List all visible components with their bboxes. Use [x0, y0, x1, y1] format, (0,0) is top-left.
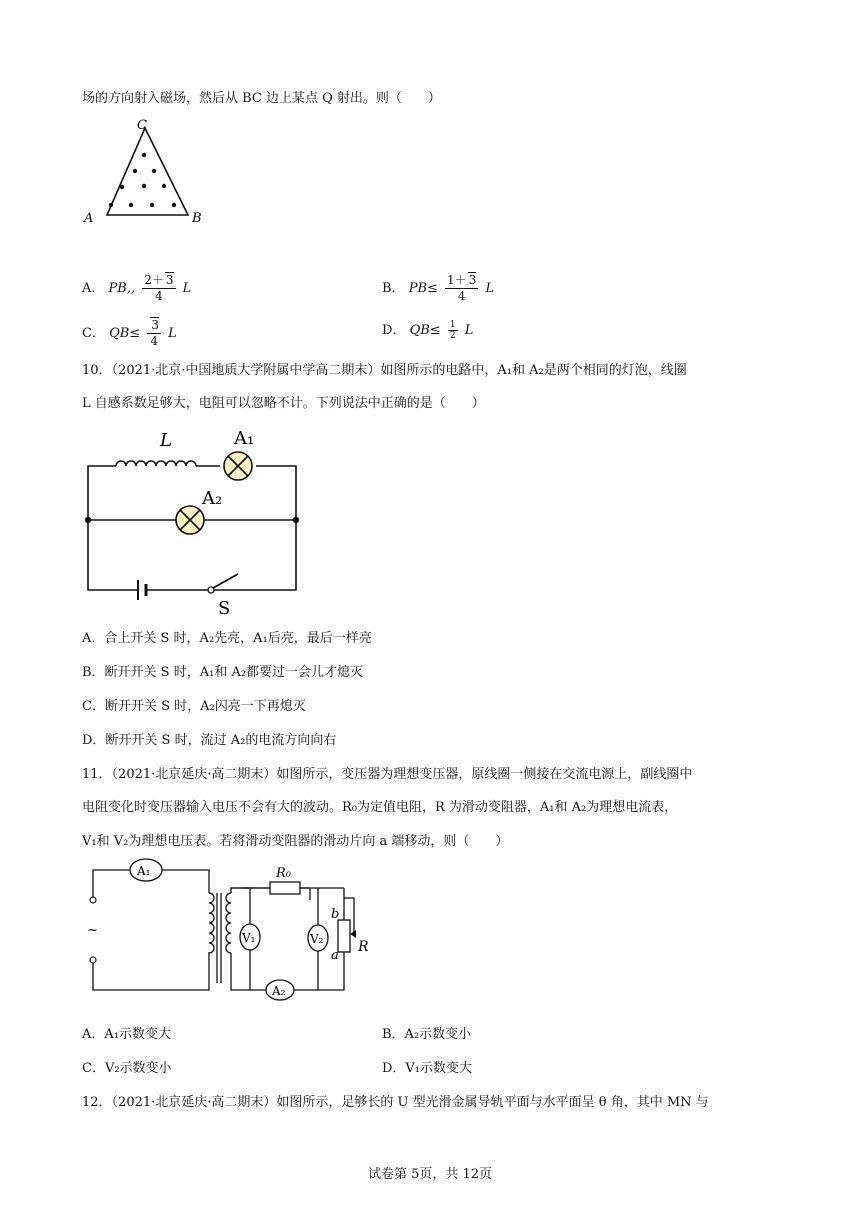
q9-option-a[interactable]: A． PB,, $\frac{2+ 3}{4}$ L — [82, 273, 192, 303]
q11-line-1: 11．（2021·北京延庆·高二期末）如图所示，变压器为理想变压器，原线圈一侧接在交流电源上，副线圈中 — [82, 767, 693, 782]
q10-line-2: L 自感系数足够大，电阻可以忽略不计。下列说法中正确的是（ ） — [82, 396, 485, 411]
q9-triangle-figure — [78, 114, 218, 229]
vertex-c-label: C — [137, 118, 147, 133]
page-footer: 试卷第 5页，共 12页 — [367, 1167, 493, 1182]
q10-line-1: 10．（2021·北京·中国地质大学附属中学高二期末）如图所示的电路中，A₁和 A₂是两个相同的灯泡，线圈 — [82, 363, 687, 378]
terminal-a-label: a — [331, 948, 339, 963]
q10-option-a[interactable]: A．合上开关 S 时，A₂先亮，A₁后亮，最后一样亮 — [82, 631, 372, 646]
q9-option-d[interactable]: D． QB≤ $\frac{1}{2}$ L — [382, 320, 474, 341]
q9-stem-tail: 场的方向射入磁场，然后从 BC 边上某点 Q 射出。则（ ） — [82, 91, 441, 106]
lamp-a1-icon — [224, 452, 252, 480]
lamp-a2-icon — [176, 506, 204, 534]
q10-option-c[interactable]: C．断开开关 S 时，A₂闪亮一下再熄灭 — [82, 699, 306, 714]
q11-option-d[interactable]: D．V₁示数变大 — [382, 1061, 473, 1076]
q11-option-a[interactable]: A．A₁示数变大 — [82, 1027, 171, 1042]
meter-a1-label: A₁ — [137, 864, 151, 878]
vertex-b-label: B — [192, 211, 202, 226]
q9-option-b[interactable]: B． PB≤ $\frac{1+ 3}{4}$ L — [382, 273, 495, 303]
q11-option-c[interactable]: C．V₂示数变小 — [82, 1061, 172, 1076]
q11-option-b[interactable]: B．A₂示数变小 — [382, 1027, 472, 1042]
q10-option-b[interactable]: B．断开开关 S 时，A₁和 A₂都要过一会儿才熄灭 — [82, 665, 364, 680]
q10-circuit-figure — [80, 424, 310, 619]
inductor-label: L — [160, 430, 172, 451]
q12-line-1: 12．（2021·北京延庆·高二期末）如图所示，足够长的 U 型光滑金属导轨平面与水平面呈 θ 角，其中 MN 与 — [82, 1095, 709, 1110]
meter-a2-label: A₂ — [272, 984, 286, 998]
resistor-r0-label: R₀ — [276, 866, 291, 881]
ac-source-label: ~ — [87, 923, 98, 938]
meter-v2-label: V₂ — [310, 932, 324, 946]
lamp-a1-label: A₁ — [234, 428, 255, 449]
lamp-a2-label: A₂ — [202, 488, 223, 509]
q9-option-c[interactable]: C． QB≤ $\frac{3}{4}$ L — [82, 318, 177, 348]
q11-transformer-figure — [80, 858, 380, 1008]
meter-v1-label: V₁ — [242, 931, 256, 945]
rheostat-r-label: R — [358, 939, 369, 955]
switch-label: S — [218, 598, 231, 619]
q11-line-3: V₁和 V₂为理想电压表。若将滑动变阻器的滑动片向 a 端移动，则（ ） — [82, 834, 509, 849]
q11-line-2: 电阻变化时变压器输入电压不会有大的波动。R₀为定值电阻，R 为滑动变阻器，A₁和 A₂为理想电流表， — [82, 800, 678, 815]
terminal-b-label: b — [331, 907, 340, 922]
q10-option-d[interactable]: D．断开开关 S 时，流过 A₂的电流方向向右 — [82, 733, 337, 748]
vertex-a-label: A — [84, 211, 94, 226]
